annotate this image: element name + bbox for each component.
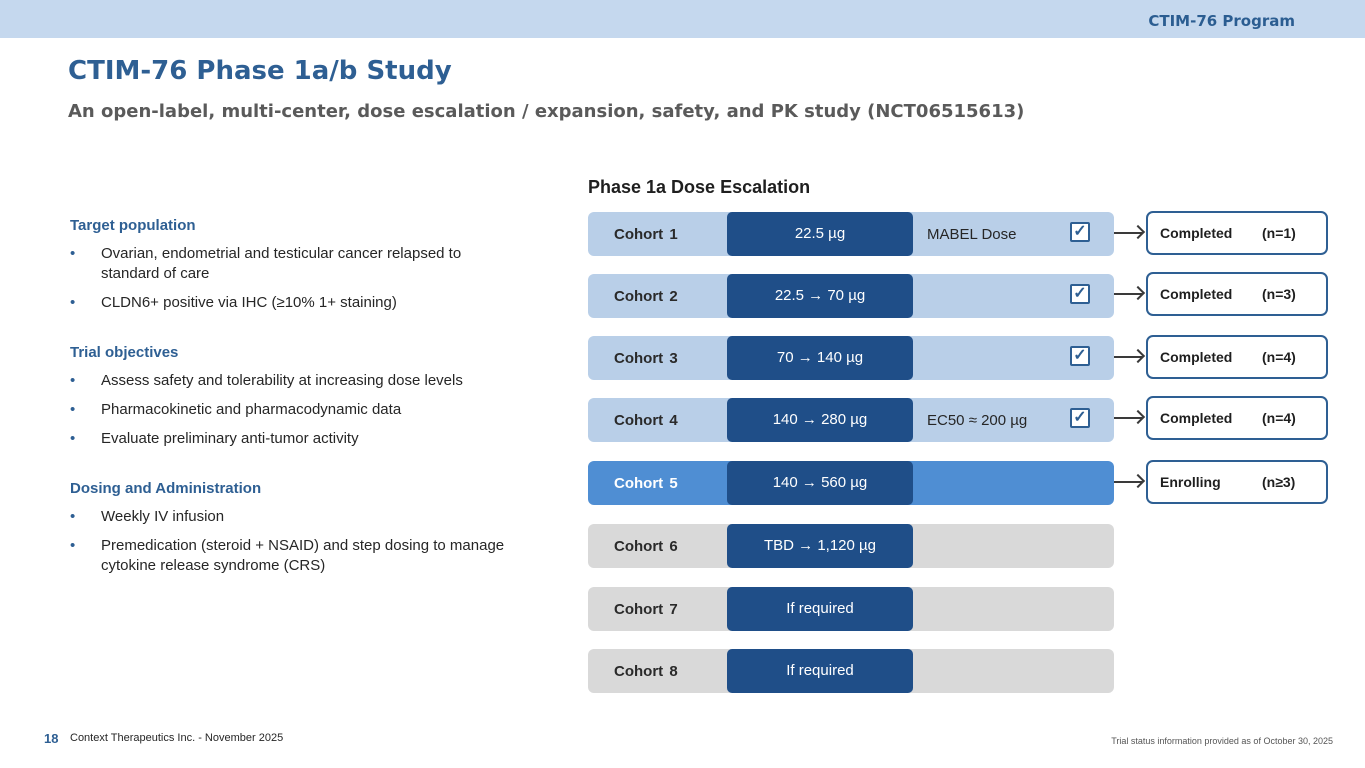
bullet-list: [70, 507, 520, 576]
section-target-population: [70, 217, 520, 313]
enrollment-count: (n≥3): [1262, 474, 1296, 490]
enrollment-count: (n=3): [1262, 286, 1296, 302]
status-badge: [1146, 335, 1328, 379]
arrow-right-icon: [1114, 232, 1142, 234]
enrollment-count: (n=1): [1262, 225, 1296, 241]
cohort-row: [588, 398, 1114, 442]
study-details: [70, 217, 520, 607]
cohort-row: [588, 212, 1114, 256]
arrow-right-icon: [1114, 417, 1142, 419]
cohort-row: [588, 336, 1114, 380]
bullet-icon: •: [70, 294, 76, 311]
bullet-text: Ovarian, endometrial and testicular cancer relapsed to standard of care: [101, 245, 462, 282]
bullet-item: [70, 293, 520, 313]
status-badge: [1146, 396, 1328, 440]
section-heading: Dosing and Administration: [70, 480, 262, 497]
bullet-text: Evaluate preliminary anti-tumor activity: [101, 430, 359, 447]
dose-box: If required: [727, 587, 913, 631]
arrow-right-icon: [1114, 356, 1142, 358]
dose-box: 22.5 → 70 µg: [727, 274, 913, 318]
bullet-item: [70, 371, 520, 391]
cohort-label: Cohort 8: [614, 663, 678, 680]
page-subtitle: An open-label, multi-center, dose escalation / expansion, safety, and PK study (NCT06515613): [68, 101, 1025, 122]
dose-box: 140 → 560 µg: [727, 461, 913, 505]
cohort-row: [588, 649, 1114, 693]
check-icon: ✓: [1070, 346, 1090, 366]
check-icon: ✓: [1070, 284, 1090, 304]
bullet-icon: •: [70, 508, 76, 525]
cohort-label: Cohort 5: [614, 475, 678, 492]
cohort-label: Cohort 1: [614, 226, 678, 243]
bullet-icon: •: [70, 401, 76, 418]
arrow-right-icon: [1114, 293, 1142, 295]
dose-box: If required: [727, 649, 913, 693]
phase-title: Phase 1a Dose Escalation: [588, 177, 811, 197]
cohort-row: [588, 461, 1114, 505]
cohort-label: Cohort 3: [614, 350, 678, 367]
bullet-item: [70, 536, 520, 576]
bullet-list: [70, 371, 520, 449]
section-heading: Trial objectives: [70, 344, 179, 361]
cohort-row: [588, 274, 1114, 318]
footer-company: Context Therapeutics Inc. - November 2025: [70, 732, 284, 744]
cohort-label: Cohort 7: [614, 601, 678, 618]
dose-box: 70 → 140 µg: [727, 336, 913, 380]
bullet-icon: •: [70, 537, 76, 554]
status-label: Completed: [1160, 349, 1233, 365]
bullet-item: [70, 244, 520, 284]
status-badge: [1146, 460, 1328, 504]
page-number: 18: [44, 731, 59, 746]
status-badge: [1146, 272, 1328, 316]
enrollment-count: (n=4): [1262, 349, 1296, 365]
dose-box: TBD → 1,120 µg: [727, 524, 913, 568]
cohort-row: [588, 587, 1114, 631]
program-label: CTIM-76 Program: [1148, 12, 1295, 30]
cohort-label: Cohort 2: [614, 288, 678, 305]
check-icon: ✓: [1070, 222, 1090, 242]
dose-box: 22.5 µg: [727, 212, 913, 256]
section-dosing-administration: [70, 480, 520, 576]
bullet-text: Weekly IV infusion: [101, 508, 225, 525]
cohort-label: Cohort 6: [614, 538, 678, 555]
bullet-list: [70, 244, 520, 313]
bullet-item: [70, 429, 520, 449]
cohort-label: Cohort 4: [614, 412, 678, 429]
dose-box: 140 → 280 µg: [727, 398, 913, 442]
status-label: Completed: [1160, 225, 1233, 241]
status-label: Enrolling: [1160, 474, 1221, 490]
bullet-text: Premedication (steroid + NSAID) and step dosing to manage cytokine release syndrome (CRS): [101, 537, 505, 574]
bullet-item: [70, 507, 520, 527]
enrollment-count: (n=4): [1262, 410, 1296, 426]
section-heading: Target population: [70, 217, 196, 234]
status-label: Completed: [1160, 286, 1233, 302]
bullet-text: CLDN6+ positive via IHC (≥10% 1+ staining): [101, 294, 397, 311]
cohort-note: EC50 ≈ 200 µg: [927, 412, 1028, 429]
bullet-icon: •: [70, 372, 76, 389]
cohort-row: [588, 524, 1114, 568]
status-label: Completed: [1160, 410, 1233, 426]
arrow-right-icon: [1114, 481, 1142, 483]
bullet-item: [70, 400, 520, 420]
footer-status-note: Trial status information provided as of October 30, 2025: [1111, 736, 1333, 746]
bullet-icon: •: [70, 245, 76, 262]
bullet-text: Pharmacokinetic and pharmacodynamic data: [101, 401, 402, 418]
status-badge: [1146, 211, 1328, 255]
page-title: CTIM-76 Phase 1a/b Study: [68, 56, 452, 86]
section-trial-objectives: [70, 344, 520, 449]
bullet-icon: •: [70, 430, 76, 447]
bullet-text: Assess safety and tolerability at increasing dose levels: [101, 372, 463, 389]
check-icon: ✓: [1070, 408, 1090, 428]
cohort-note: MABEL Dose: [927, 226, 1017, 243]
